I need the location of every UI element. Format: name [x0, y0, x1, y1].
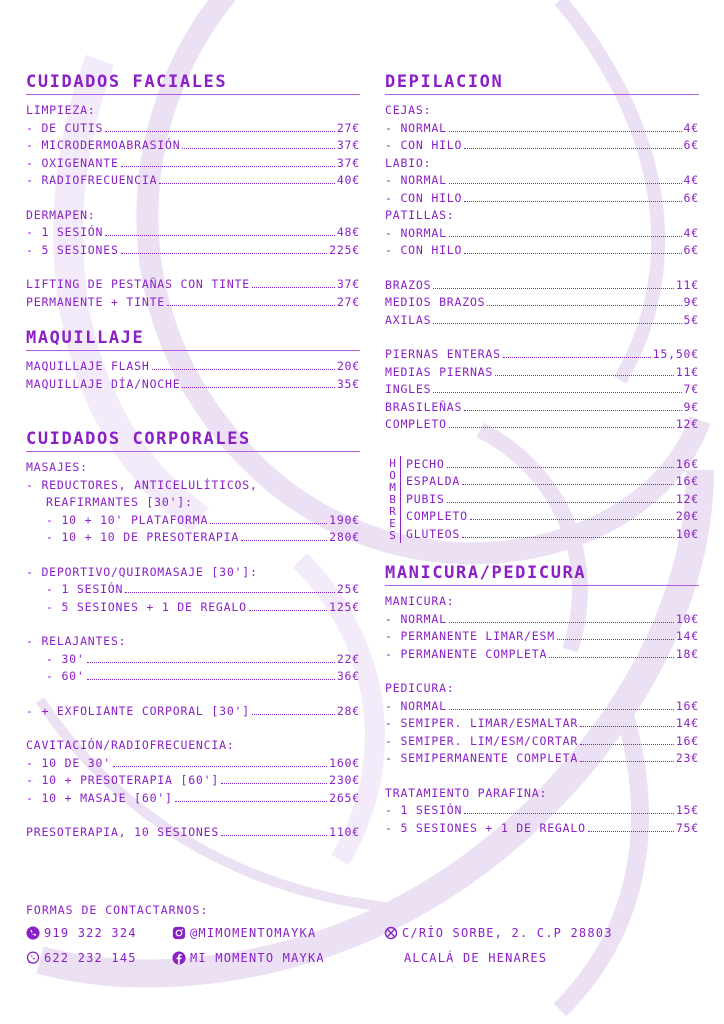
price-row: - 1 SESIÓN 25€: [46, 582, 360, 596]
price-row: PECHO 16€: [406, 456, 699, 471]
price-row: - 10 + MASAJE [60'] 265€: [26, 790, 360, 805]
price-row: - NORMAL 10€: [385, 611, 699, 626]
price-row: - NORMAL 16€: [385, 698, 699, 713]
facebook-icon: [172, 951, 186, 965]
price-row: PERMANENTE + TINTE 27€: [26, 294, 360, 309]
price-row: INGLES 7€: [385, 382, 699, 396]
right-column: [385, 72, 699, 837]
price-row: - DE CUTIS 27€: [26, 120, 360, 135]
price-row: - RADIOFRECUENCIA 40€: [26, 173, 360, 187]
group-label-patillas: PATILLAS:: [385, 208, 455, 222]
group-label-labio: LABIO:: [385, 155, 432, 170]
contact-section: [26, 902, 706, 965]
reductores-line-2: REAFIRMANTES [30']:: [46, 495, 193, 509]
group-label-limpieza: LIMPIEZA:: [26, 103, 96, 117]
price-row: - + EXFOLIANTE CORPORAL [30'] 28€: [26, 703, 360, 718]
instagram-contact[interactable]: @MIMOMENTOMAYKA: [172, 926, 316, 940]
section-title-faciales: CUIDADOS FACIALES: [26, 72, 360, 95]
price-row: - 10 DE 30' 160€: [26, 755, 360, 770]
price-row: - PERMANENTE COMPLETA 18€: [385, 646, 699, 661]
address-city: ALCALÁ DE HENARES: [404, 951, 548, 965]
price-row: MEDIOS BRAZOS 9€: [385, 295, 699, 309]
price-row: - 5 SESIONES + 1 DE REGALO 75€: [385, 820, 699, 835]
instagram-icon: [172, 926, 186, 940]
section-title-manicura: MANICURA/PEDICURA: [385, 563, 699, 586]
left-column: [26, 72, 360, 842]
price-row: - CON HILO 6€: [385, 243, 699, 257]
price-row: - NORMAL 4€: [385, 173, 699, 187]
price-row: COMPLETO 20€: [406, 509, 699, 523]
contact-title: FORMAS DE CONTACTARNOS:: [26, 903, 209, 917]
price-row: - NORMAL 4€: [385, 120, 699, 135]
price-row: - 5 SESIONES + 1 DE REGALO 125€: [46, 599, 360, 614]
price-row: BRASILEÑAS 9€: [385, 399, 699, 414]
price-row: BRAZOS 11€: [385, 277, 699, 292]
price-row: COMPLETO 12€: [385, 417, 699, 431]
price-row: - 60' 36€: [46, 669, 360, 683]
price-row: - SEMIPER. LIMAR/ESMALTAR 14€: [385, 716, 699, 730]
section-title-corporales: CUIDADOS CORPORALES: [26, 429, 360, 452]
address-contact: C/RÍO SORBE, 2. C.P 28803: [384, 926, 613, 940]
section-title-depilacion: DEPILACION: [385, 72, 699, 95]
group-label-masajes: MASAJES:: [26, 460, 88, 474]
price-row: PRESOTERAPIA, 10 SESIONES 110€: [26, 825, 360, 839]
price-row: GLUTEOS 10€: [406, 526, 699, 541]
location-icon: [384, 926, 398, 940]
whatsapp-contact[interactable]: 622 232 145: [26, 951, 137, 965]
group-label-dermapen: DERMAPEN:: [26, 207, 96, 222]
price-row: PIERNAS ENTERAS 15,50€: [385, 347, 699, 361]
price-row: - 10 + PRESOTERAPIA [60'] 230€: [26, 773, 360, 787]
price-row: - 10 + 10 DE PRESOTERAPIA 280€: [46, 530, 360, 544]
group-label-manicura: MANICURA:: [385, 594, 455, 608]
price-row: - CON HILO 6€: [385, 190, 699, 205]
phone-icon: [26, 926, 40, 940]
facebook-contact[interactable]: MI MOMENTO MAYKA: [172, 951, 325, 965]
price-row: PUBIS 12€: [406, 491, 699, 506]
price-row: - SEMIPERMANENTE COMPLETA 23€: [385, 751, 699, 765]
price-row: ESPALDA 16€: [406, 474, 699, 488]
group-label-relajantes: - RELAJANTES:: [26, 634, 127, 648]
price-row: LIFTING DE PESTAÑAS CON TINTE 37€: [26, 277, 360, 291]
price-row: AXILAS 5€: [385, 312, 699, 327]
price-row: - SEMIPER. LIM/ESM/CORTAR 16€: [385, 733, 699, 748]
group-label-cejas: CEJAS:: [385, 103, 432, 117]
phone-contact[interactable]: 919 322 324: [26, 926, 137, 940]
price-row: - NORMAL 4€: [385, 225, 699, 240]
price-row: - PERMANENTE LIMAR/ESM 14€: [385, 629, 699, 643]
hombres-vertical-label: H O M B R E S: [385, 456, 401, 544]
whatsapp-icon: [26, 951, 40, 965]
price-row: MAQUILLAJE DÍA/NOCHE 35€: [26, 376, 360, 391]
price-row: - MICRODERMOABRASIÓN 37€: [26, 138, 360, 152]
hombres-block: [385, 456, 699, 544]
group-label-pedicura: PEDICURA:: [385, 681, 455, 695]
price-row: - 5 SESIONES 225€: [26, 242, 360, 257]
price-row: - 10 + 10' PLATAFORMA 190€: [46, 512, 360, 527]
group-label-deportivo: - DEPORTIVO/QUIROMASAJE [30']:: [26, 564, 258, 579]
price-row: MAQUILLAJE FLASH 20€: [26, 359, 360, 373]
price-row: - 1 SESIÓN 48€: [26, 225, 360, 239]
price-row: - 1 SESIÓN 15€: [385, 803, 699, 817]
group-label-parafina: TRATAMIENTO PARAFINA:: [385, 785, 548, 800]
price-row: - 30' 22€: [46, 651, 360, 666]
price-row: - OXIGENANTE 37€: [26, 155, 360, 170]
price-row: - CON HILO 6€: [385, 138, 699, 152]
group-label-cavitacion: CAVITACIÓN/RADIOFRECUENCIA:: [26, 738, 235, 752]
reductores-line-1: - REDUCTORES, ANTICELULÍTICOS,: [26, 477, 258, 492]
price-row: MEDIAS PIERNAS 11€: [385, 364, 699, 379]
section-title-maquillaje: MAQUILLAJE: [26, 328, 360, 351]
